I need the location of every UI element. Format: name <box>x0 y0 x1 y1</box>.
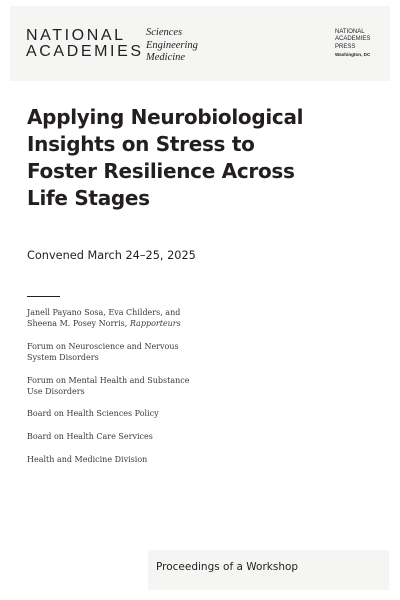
national-academies-logo <box>26 28 144 60</box>
forum-mental-health-line-2: Use Disorders <box>27 386 85 396</box>
footer-band <box>148 550 389 590</box>
forum-mental-health-line-1: Forum on Mental Health and Substance <box>27 376 190 385</box>
logo-disciplines <box>146 27 198 65</box>
logo-line-academies: ACADEMIES <box>26 43 144 60</box>
forum-mental-health <box>27 376 227 397</box>
board-health-sciences-policy-label: Board on Health Sciences Policy <box>27 409 159 418</box>
publication-type: Proceedings of a Workshop <box>156 561 299 573</box>
health-medicine-division <box>27 455 227 466</box>
forum-neuroscience <box>27 342 227 363</box>
rapporteurs-block <box>27 308 227 329</box>
board-health-care-services <box>27 432 227 443</box>
rapporteurs-role: Rapporteurs <box>129 318 181 328</box>
title-line-2: Insights on Stress to <box>27 132 255 156</box>
board-health-sciences-policy <box>27 409 227 420</box>
press-location: Washington, DC <box>335 51 371 57</box>
rapporteurs-line-1: Janell Payano Sosa, Eva Childers, and <box>27 308 181 317</box>
logo-word-sciences: Sciences <box>146 27 183 38</box>
board-health-care-services-label: Board on Health Care Services <box>27 432 153 441</box>
convened-date: Convened March 24–25, 2025 <box>27 249 196 262</box>
forum-neuroscience-line-1: Forum on Neuroscience and Nervous <box>27 342 179 351</box>
press-line-academies: ACADEMIES <box>335 36 371 43</box>
title-line-1: Applying Neurobiological <box>27 105 304 129</box>
header-band <box>10 6 390 81</box>
logo-word-engineering: Engineering <box>146 39 198 51</box>
logo-word-medicine: Medicine <box>146 52 186 63</box>
title-line-4: Life Stages <box>27 186 150 210</box>
press-line-press: PRESS <box>335 43 356 50</box>
logo-line-national: NATIONAL <box>26 27 126 44</box>
health-medicine-division-label: Health and Medicine Division <box>27 455 148 464</box>
press-logo <box>335 29 370 58</box>
rapporteurs-names: Sheena M. Posey Norris, <box>27 318 130 328</box>
divider-rule <box>27 296 60 297</box>
title-line-3: Foster Resilience Across <box>27 159 295 183</box>
forum-neuroscience-line-2: System Disorders <box>27 352 99 362</box>
press-line-national: NATIONAL <box>335 29 365 35</box>
report-title <box>27 104 367 212</box>
rapporteurs-line-2 <box>27 319 227 330</box>
